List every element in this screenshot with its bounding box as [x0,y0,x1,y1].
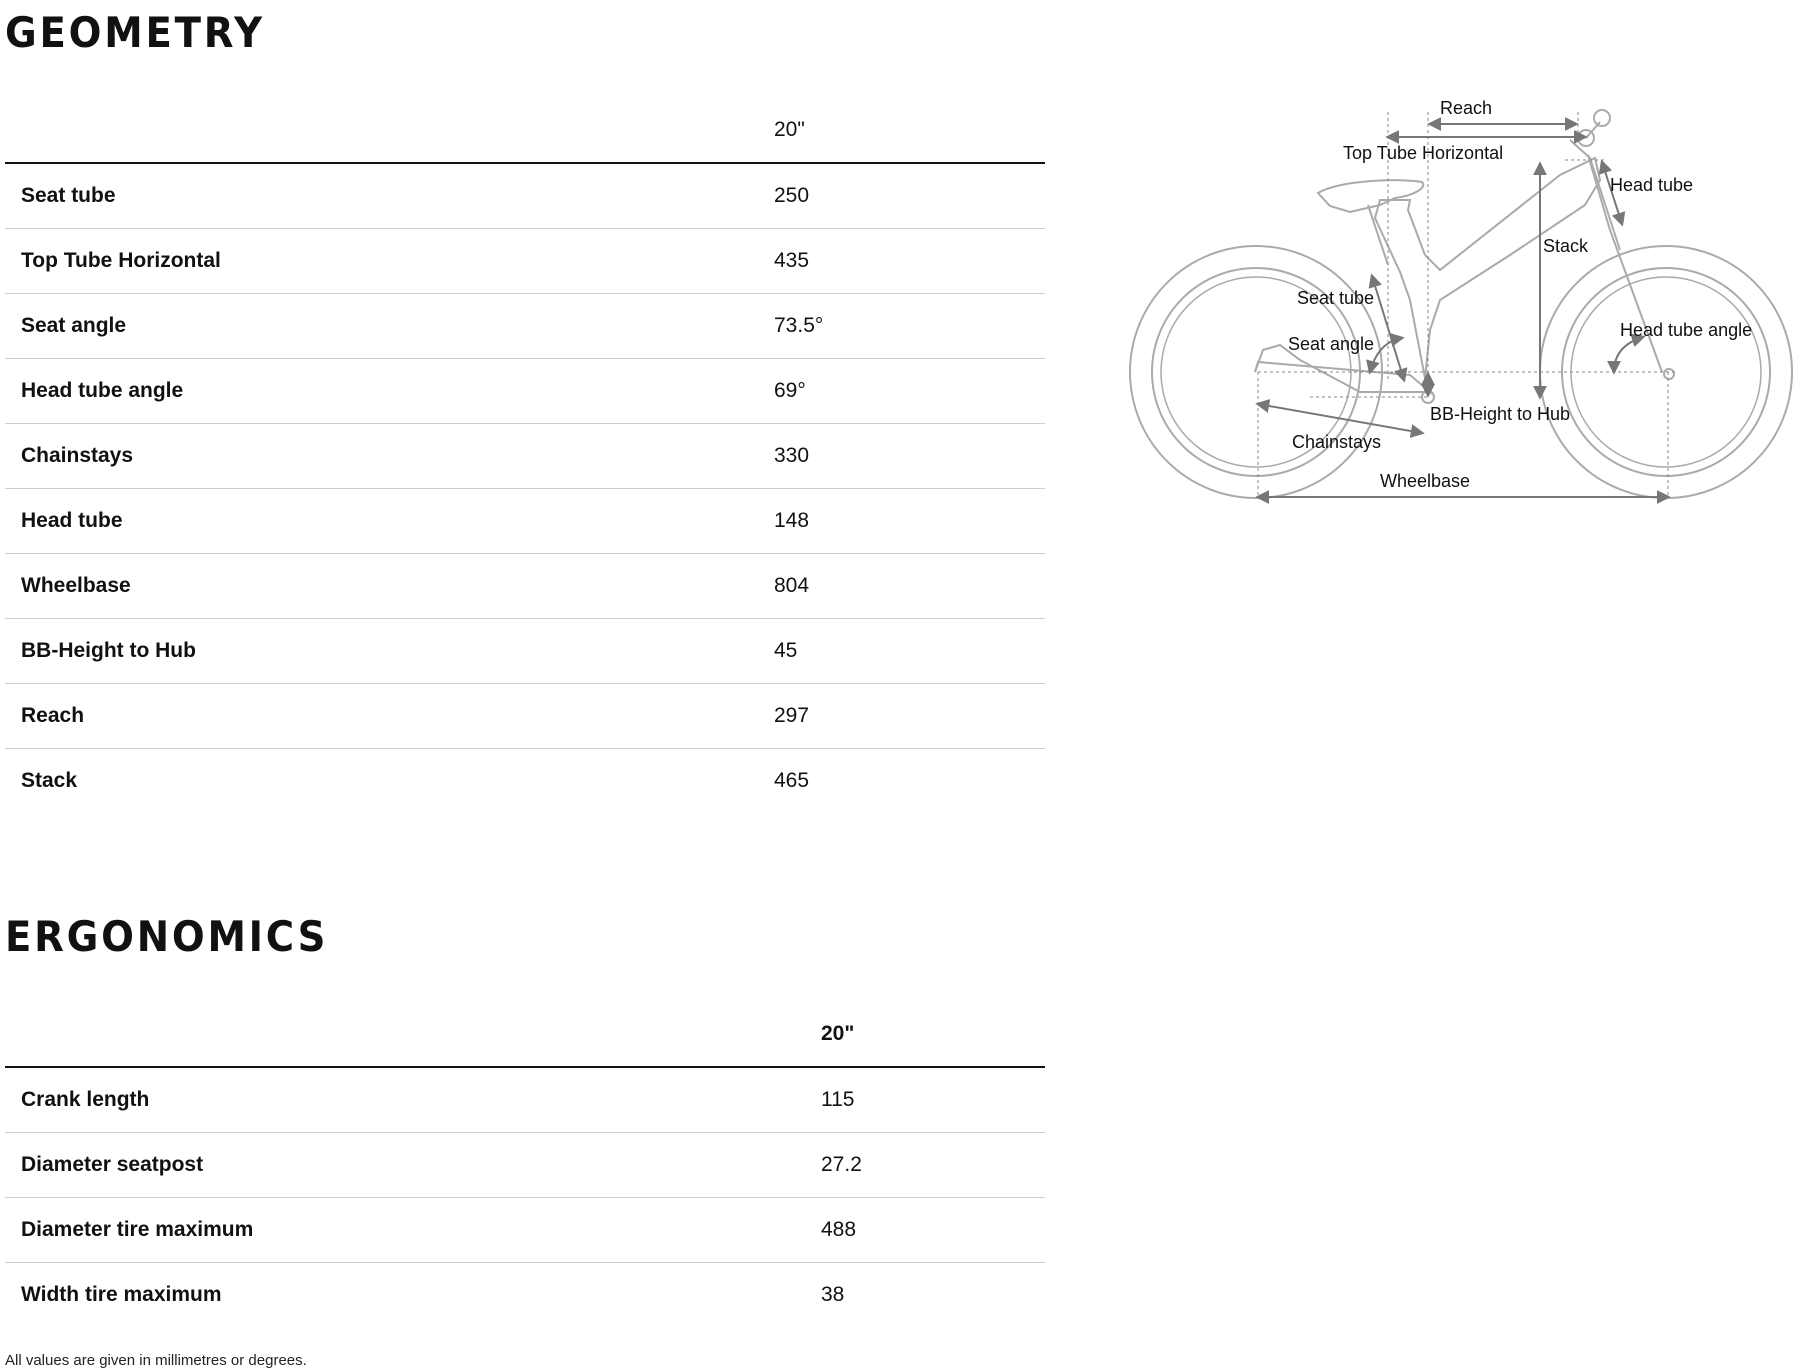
row-label: Diameter seatpost [5,1133,821,1198]
geometry-size-header: 20" [774,98,1045,163]
head-tube-angle-arc [1614,337,1643,372]
table-row [5,294,1045,359]
ergonomics-table [5,1002,1045,1327]
diagram-label-chainstays: Chainstays [1292,432,1382,452]
geometry-table [5,98,1045,813]
row-value: 38 [821,1283,845,1306]
row-value: 297 [774,684,1045,749]
row-label: Seat angle [5,294,774,359]
row-label: BB-Height to Hub [5,619,774,684]
saddle [1318,180,1423,212]
diagram-label-top-tube: Top Tube Horizontal [1343,143,1504,163]
row-label: Wheelbase [5,554,774,619]
row-label: Head tube angle [5,359,774,424]
row-value: 804 [774,554,1045,619]
row-value: 69° [774,359,1045,424]
diagram-label-bb-height: BB-Height to Hub [1430,404,1571,424]
geometry-label-header [5,98,774,163]
diagram-label-reach: Reach [1440,100,1493,118]
row-label: Width tire maximum [21,1283,222,1306]
row-label: Top Tube Horizontal [5,229,774,294]
row-value: 115 [821,1067,1045,1133]
bike-geometry-diagram [1125,100,1795,510]
chainstays-arrow [1258,404,1422,433]
row-label: Reach [5,684,774,749]
table-row [5,749,1045,814]
ergonomics-label-header [5,1002,821,1067]
diagram-label-wheelbase: Wheelbase [1380,471,1471,491]
diagram-label-seat-angle: Seat angle [1288,334,1375,354]
row-value: 73.5° [774,294,1045,359]
row-value: 250 [774,163,1045,229]
row-label: Head tube [5,489,774,554]
diagram-label-head-tube: Head tube [1610,175,1694,195]
bike-diagram-svg [1125,100,1795,510]
row-value: 45 [774,619,1045,684]
row-label: Stack [21,769,78,792]
table-row [5,684,1045,749]
row-label: Seat tube [5,163,774,229]
ergonomics-size-header: 20" [821,1002,1045,1067]
diagram-label-head-tube-angle: Head tube angle [1620,320,1753,340]
table-row [5,229,1045,294]
geometry-title: GEOMETRY [5,8,265,57]
table-row [5,424,1045,489]
table-row [5,1133,1045,1198]
row-value: 148 [774,489,1045,554]
table-row [5,359,1045,424]
diagram-label-seat-tube: Seat tube [1297,288,1375,308]
row-value: 435 [774,229,1045,294]
row-value: 27.2 [821,1133,1045,1198]
row-label: Crank length [5,1067,821,1133]
row-label: Diameter tire maximum [5,1198,821,1263]
ergonomics-header-row [5,1002,1045,1067]
row-value: 330 [774,424,1045,489]
table-row [5,619,1045,684]
ergonomics-title: ERGONOMICS [5,912,329,961]
table-row [5,1263,1045,1328]
diagram-label-stack: Stack [1543,236,1589,256]
geometry-header-row [5,98,1045,163]
table-row [5,1067,1045,1133]
row-value: 488 [821,1198,1045,1263]
table-row [5,554,1045,619]
table-row [5,163,1045,229]
footnote: All values are given in millimetres or degrees. [5,1352,307,1369]
row-value: 465 [774,769,810,792]
row-label: Chainstays [5,424,774,489]
table-row [5,1198,1045,1263]
table-row [5,489,1045,554]
